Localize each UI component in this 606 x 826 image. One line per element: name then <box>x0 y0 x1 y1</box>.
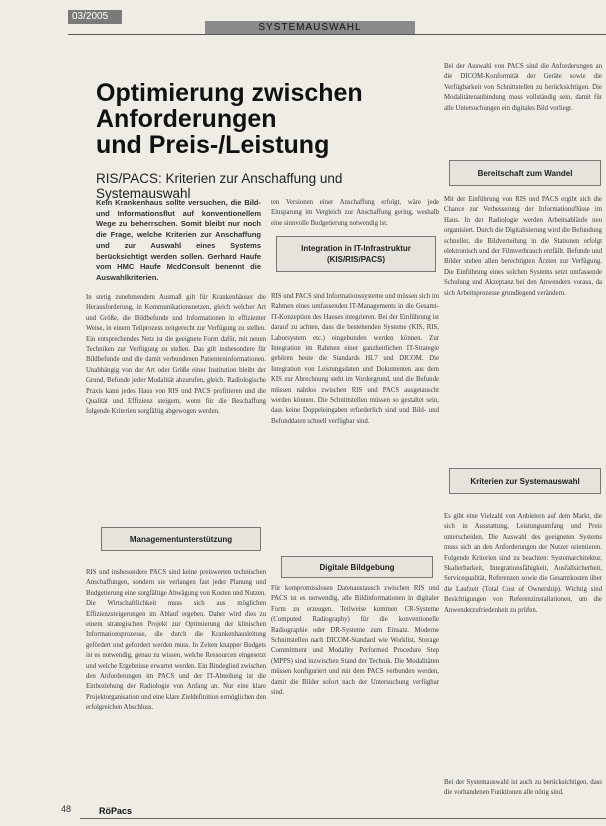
body-column-3d <box>444 778 602 799</box>
body-column-2 <box>271 198 439 229</box>
body-text: Für kompromisslosen Datenaustausch zwischen RIS und PACS ist es notwendig, alle Bildinformationen in digitaler Form zu erzeugen. Teilweise kommen CR-Systeme (Computed Radiography) für die konventionelle Radiographie oder DR-Systeme zum Einsatz. Moderne Schnittstellen nach DICOM-Standard wie Worklist, Storage Commitment und Modality Performed Procedure Step (MPPS) sind inzwischen Stand der Technik. Die Modalitäten müssen konfiguriert und mit dem PACS verbunden werden, damit die Bilder sofort nach der Untersuchung verfügbar sind. <box>271 585 439 697</box>
body-column-1b <box>86 568 266 813</box>
intro-paragraph: Kein Krankenhaus sollte versuchen, die Bild- und Informationsflut auf konventionellem Wege zu beherrschen. Somit bleibt nur noch die Frage, welche Kriterien zur Anschaffung und zur Auswahl eines Systems berücksichtigt werden sollen. Gerhard Haufe vom HMC Haufe McdConsult benennt die Auswahlkriterien. <box>96 198 261 282</box>
subhead-change-readiness: Bereitschaft zum Wandel <box>449 160 601 186</box>
issue-label: 03/2005 <box>68 10 122 24</box>
subhead-selection-criteria: Kriterien zur Systemauswahl <box>449 468 601 494</box>
bottom-divider <box>80 818 606 819</box>
body-text: RIS und PACS sind Informationssysteme und müssen sich im Rahmen eines umfassenden IT-Managements in die Gesamt-IT-Konzeption des Hauses integrieren. Bei der Einführung ist darauf zu achten, dass die bestehenden Systeme (KIS, RIS, Laborsystem etc.) eingebunden werden können. Zur Integration im Rahmen einer ganzheitlichen IT-Strategie gehören heute die Standards HL7 und DICOM. Die Integration von Leistungsdaten und Dokumenten aus dem KIS zur Abrechnung steht im Vordergrund, und die Befunde müssen nahtlos zwischen RIS und PACS ausgetauscht werden können. Die Schnittstellen müssen so gestaltet sein, dass keine Doppeleingaben erforderlich sind und Bild- und Befunddaten schnell verfügbar sind. <box>271 293 439 425</box>
headline-line: und Preis-/Leistung <box>96 131 330 159</box>
body-column-1 <box>86 293 266 418</box>
body-text: Es gibt eine Vielzahl von Anbietern auf dem Markt, die sich in Ausstattung, Leistungsumfang und Preis unterscheiden. Die Auswahl des geeigneten Systems muss sich an den Anforderungen der Nutzer orientieren. Folgende Kriterien sind zu beachten: Systemarchitektur, Skalierbarkeit, Integrationsfähigkeit, Ausfallsicherheit, Servicequalität, Referenzen sowie die Gesamtkosten über die Laufzeit (Total Cost of Ownership). Wichtig sind Besichtigungen von Referenzinstallationen, um die Anwenderzufriedenheit zu prüfen. <box>444 513 602 614</box>
body-column-3 <box>444 62 602 114</box>
headline <box>96 80 416 158</box>
body-column-2b <box>271 292 439 427</box>
page-number: 48 <box>61 804 72 814</box>
body-text: In stetig zunehmendem Ausmaß gilt für Krankenhäuser die Herausforderung, in Kommunikationsnetzen, gleich welcher Art und Größe, die Bildbefunde und Informationen in effizienter Weise, in einem Teilprozess zeitgerecht zur Verfügung zu stellen. Ein entsprechendes Netz ist die geeignete Form dafür, mit neuen Techniken zur Verfügung zu stellen. Das gilt insbesondere für Bildbefunde und die damit verbundenen Patienteninformationen. Unabhängig von der Art oder Größe einer Institution bleibt der Grund, Befunde jeder Modalität abzurufen, gleich. Radiologische Praxis kann jedes Haus von RIS und PACS profitieren und die Qualität und Effizienz steigern, wenn für die Beschaffung folgende Kriterien sorgfältig abgewogen werden. <box>86 294 266 416</box>
section-bar: SYSTEMAUSWAHL <box>205 21 415 35</box>
body-column-3b <box>444 195 602 299</box>
body-text: ten Versionen einer Anschaffung erfolgt, wäre jede Einsparung im Vergleich zur Anschaffung gering, weshalb eine sinnvolle Budgetierung notwendig ist. <box>271 199 439 227</box>
subhead-management: Managementunterstützung <box>101 527 261 551</box>
subhead-integration: Integration in IT-Infrastruktur (KIS/RIS/PACS) <box>276 236 436 272</box>
body-column-2c <box>271 584 439 814</box>
subhead-digital-imaging: Digitale Bildgebung <box>281 556 433 578</box>
body-text: Bei der Auswahl von PACS sind die Anforderungen an die DICOM-Konformität der Geräte sowie die Verfügbarkeit von Schnittstellen zu berücksichtigen. Die Modalitätenanbindung muss vollständig sein, damit für alle Untersuchungen ein digitales Bild vorliegt. <box>444 63 602 112</box>
body-text: RIS und insbesondere PACS sind keine preiswerten technischen Anschaffungen, sondern sie verlangen fast jeder Planung und Budgetierung eine sorgfältige Abwägung von Kosten und Nutzen. Die Wirtschaftlichkeit muss sich aus möglichen Effizienzsteigerungen im Ablauf ergeben. Daher wird dies zu einem strategischen Projekt zur Optimierung der klinischen Informationsprozesse, die durch die Krankenhausleitung gefördert und gefordert werden muss. In Zeiten knapper Budgets ist es notwendig, genau zu wissen, welche Ressourcen eingesetzt und welche Ergebnisse erwartet werden. Ein Bindeglied zwischen den Anforderungen im PACS und der IT-Abteilung ist die Einbeziehung der Radiologie von Anfang an. Nur eine klare Projektorganisation und eine klare Zieldefinition ermöglichen den erfolgreichen Abschluss. <box>86 569 266 712</box>
deck-subtitle: RIS/PACS: Kriterien zur Anschaffung und Systemauswahl <box>96 171 343 201</box>
top-divider <box>68 34 606 35</box>
body-column-3c <box>444 512 602 682</box>
headline-line: Optimierung zwischen <box>96 79 363 107</box>
magazine-logo: RöPacs <box>99 806 133 816</box>
body-text: Mit der Einführung von RIS und PACS ergibt sich die Chance zur Verbesserung der Informationsflüsse im Haus. In der Radiologie werden Arbeitsabläufe neu organisiert. Durch die Digitalisierung wird die Befundung schneller, die Bildverteilung in die Stationen erfolgt elektronisch und der Filmverbrauch entfällt. Befunde und Bilder stehen allen berechtigten Ärzten zur Verfügung. Die Einführung eines solchen Systems setzt umfassende Schulung und Akzeptanz bei den Anwendern voraus, da sich Arbeitsprozesse grundlegend verändern. <box>444 196 602 297</box>
body-text: Bei der Systemauswahl ist auch zu berücksichtigen, dass die vorhandenen Funktionen alle nötig sind. <box>444 779 602 797</box>
headline-line: Anforderungen <box>96 105 277 133</box>
